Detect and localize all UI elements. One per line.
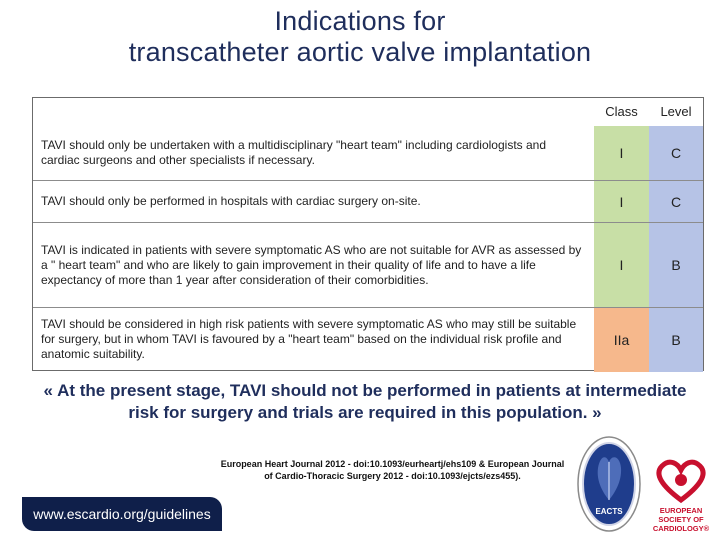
table-row [33, 126, 703, 181]
esc-logo-text-2: SOCIETY OF [658, 515, 704, 524]
table-row [33, 308, 703, 372]
header-recommendation [33, 98, 594, 126]
esc-logo-text-1: EUROPEAN [659, 506, 703, 515]
esc-logo-icon [644, 458, 718, 538]
citation-text: European Heart Journal 2012 - doi:10.1093/eurheartj/ehs109 & European Journal of Cardio-Thoracic Surgery 2012 - doi:10.1093/ejcts/ezs455). [220, 459, 565, 481]
eacts-logo-icon [576, 434, 642, 534]
table-row [33, 181, 703, 223]
header-class: Class [594, 98, 649, 126]
level-cell: B [649, 308, 703, 372]
page-title [0, 6, 720, 68]
recommendation-text: TAVI should be considered in high risk patients with severe symptomatic AS who may still be suitable for surgery, but in whom TAVI is favoured by a "heart team" based on the individual risk profile and anatomic suitability. [33, 308, 594, 372]
title-line-1: Indications for [274, 6, 446, 36]
key-statement: « At the present stage, TAVI should not be performed in patients at intermediate risk for surgery and trials are required in this population. » [43, 381, 687, 422]
class-cell: I [594, 223, 649, 308]
header-level: Level [649, 98, 703, 126]
class-cell: IIa [594, 308, 649, 372]
class-cell: I [594, 126, 649, 181]
esc-logo-text-3: CARDIOLOGY® [652, 524, 710, 533]
table-header-row [33, 98, 703, 126]
recommendation-text: TAVI should only be undertaken with a multidisciplinary "heart team" including cardiologists and cardiac surgeons and other specialists if necessary. [41, 138, 547, 167]
guidelines-link[interactable]: www.escardio.org/guidelines [22, 497, 222, 531]
recommendations-table [32, 97, 704, 371]
eacts-logo-text: EACTS [595, 507, 623, 516]
level-cell: C [649, 126, 703, 181]
table-row [33, 223, 703, 308]
recommendation-text: TAVI should only be performed in hospitals with cardiac surgery on-site. [33, 181, 594, 223]
class-cell: I [594, 181, 649, 223]
level-cell: C [649, 181, 703, 223]
level-cell: B [649, 223, 703, 308]
title-line-2: transcatheter aortic valve implantation [128, 37, 592, 67]
recommendation-text: TAVI is indicated in patients with severe symptomatic AS who are not suitable for AVR as assessed by a " heart team" and who are likely to gain improvement in their quality of life and to have a life expectancy of more than 1 year after consideration of their comorbidities. [33, 223, 594, 308]
